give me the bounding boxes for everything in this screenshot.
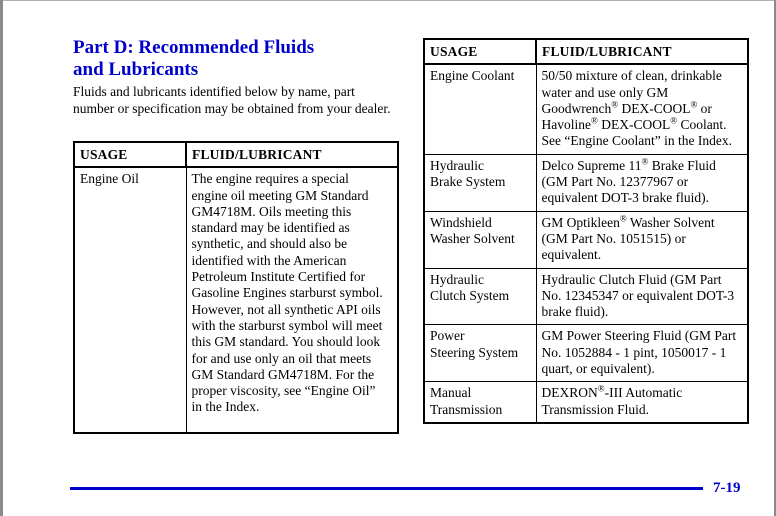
fluid-cell: The engine requires a special engine oil meeting GM Standard GM4718M. Oils meeting this standard may be identified as synthetic, and should also be identified with the American Petroleum Institute Certified for Gasoline Engines starburst symbol. However, not all synthetic API oils with the starburst symbol will meet this GM standard. You should look for and use only an oil that meets GM Standard GM4718M. For the proper viscosity, see “Engine Oil” in the Index.: [186, 167, 398, 433]
usage-line: Steering System: [430, 344, 519, 360]
fluid-text: DEX-COOL: [597, 117, 671, 133]
registered-mark: ®: [670, 115, 678, 126]
registered-mark: ®: [591, 115, 598, 126]
fluid-text: 50/50 mixture of clean, drinkable water and use only GM Goodwrench: [541, 68, 722, 116]
fluid-cell: Hydraulic Clutch Fluid (GM Part No. 12345347 or equivalent DOT-3 brake fluid).: [536, 268, 748, 325]
registered-mark: ®: [611, 99, 619, 110]
fluid-text: -III Automatic Transmission Fluid.: [541, 385, 683, 417]
registered-mark: ®: [690, 99, 698, 110]
usage-line: Hydraulic: [430, 271, 484, 287]
section-title-line1: Part D: Recommended Fluids: [73, 37, 315, 58]
fluid-text: Coolant. See “Engine Coolant” in the Index.: [541, 117, 732, 149]
usage-line: Transmission: [430, 401, 503, 417]
fluid-cell: [536, 211, 748, 268]
fluid-text: Washer Solvent (GM Part No. 1051515) or equivalent.: [541, 214, 715, 263]
fluids-table-right: [423, 38, 749, 424]
fluid-text: or Havoline: [541, 100, 712, 133]
fluid-text: DEX-COOL: [618, 100, 691, 116]
usage-cell: [424, 211, 536, 268]
usage-line: Clutch System: [430, 287, 510, 303]
usage-cell: [424, 325, 536, 382]
fluid-cell: [536, 64, 748, 154]
page-number: 7-19: [713, 480, 741, 496]
usage-line: Power: [430, 328, 465, 344]
fluid-cell: GM Power Steering Fluid (GM Part No. 1052884 - 1 pint, 1050017 - 1 quart, or equivalent).: [536, 325, 748, 382]
section-title-line2: and Lubricants: [73, 59, 199, 80]
usage-cell: [424, 268, 536, 325]
usage-line: Brake System: [430, 174, 506, 190]
header-usage: USAGE: [424, 39, 536, 64]
table-row: [424, 211, 748, 268]
header-usage: USAGE: [74, 142, 186, 167]
fluid-text: DEXRON: [541, 385, 598, 401]
fluid-text: Delco Supreme 11: [541, 157, 642, 173]
fluid-cell: [536, 154, 748, 211]
table-header-row: [74, 142, 398, 167]
window-left-border: [0, 0, 3, 516]
usage-line: Hydraulic: [430, 157, 484, 173]
usage-cell: [424, 382, 536, 423]
table-header-row: [424, 39, 748, 64]
table-row: [424, 268, 748, 325]
fluid-text: Brake Fluid (GM Part No. 12377967 or equivalent DOT-3 brake fluid).: [541, 157, 716, 206]
table-row: [424, 382, 748, 423]
fluids-table-left: [73, 141, 399, 434]
usage-cell: Engine Oil: [74, 167, 186, 433]
table-row: [424, 154, 748, 211]
header-fluid: FLUID/LUBRICANT: [186, 142, 398, 167]
registered-mark: ®: [641, 156, 649, 167]
table-row: [74, 167, 398, 433]
section-title: [73, 37, 373, 81]
usage-line: Washer Solvent: [430, 230, 515, 246]
registered-mark: ®: [619, 213, 627, 224]
footer-rule: [70, 487, 703, 490]
table-row: [424, 325, 748, 382]
registered-mark: ®: [597, 383, 605, 394]
fluid-cell: [536, 382, 748, 423]
table-row: [424, 64, 748, 154]
intro-text: Fluids and lubricants identified below by name, part number or specification may be obtained from your dealer.: [73, 84, 391, 116]
header-fluid: FLUID/LUBRICANT: [536, 39, 748, 64]
usage-line: Manual: [430, 385, 472, 401]
usage-cell: [424, 154, 536, 211]
fluid-text: GM Optikleen: [541, 214, 620, 230]
usage-cell: Engine Coolant: [424, 64, 536, 154]
usage-line: Windshield: [430, 214, 492, 230]
window-top-border: [0, 0, 776, 1]
